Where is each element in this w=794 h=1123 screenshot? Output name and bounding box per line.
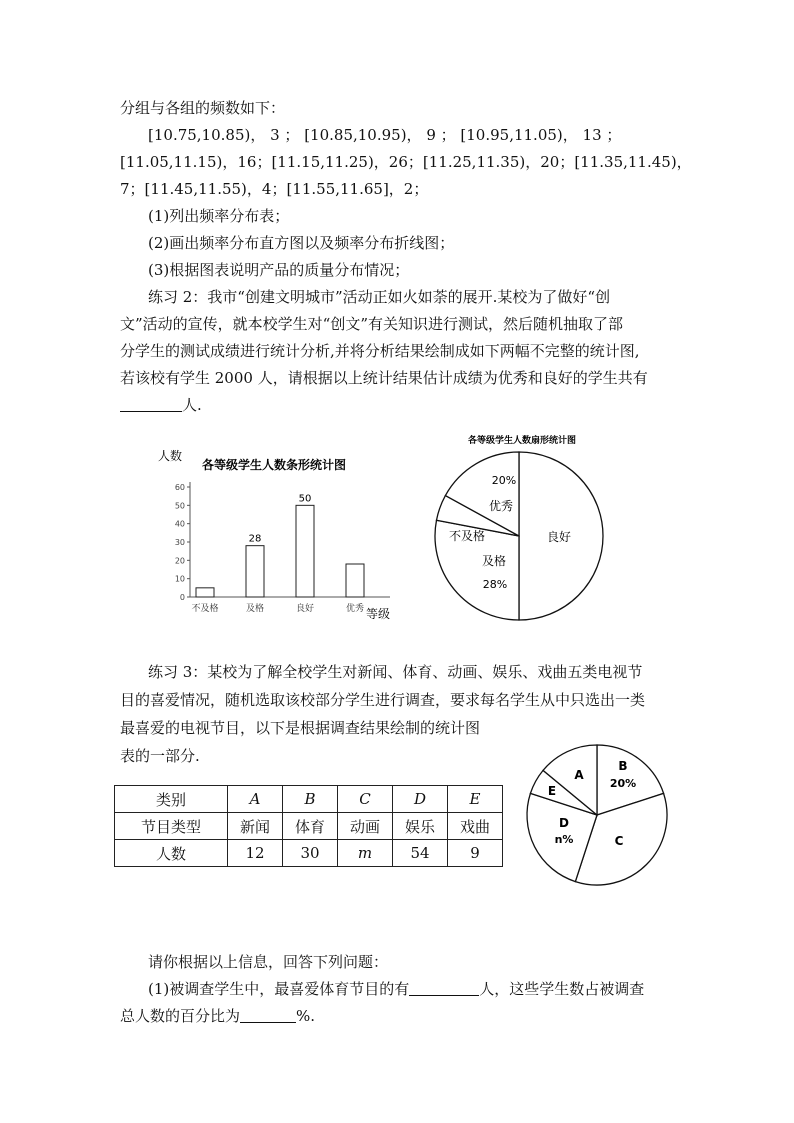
pie-chart-programs — [522, 740, 672, 890]
text-line: 人，这些学生数占被调查 — [479, 980, 645, 998]
table-cell: 体育 — [283, 813, 338, 840]
table-cell: 9 — [448, 840, 503, 867]
bar-chart-xlabel: 等级 — [366, 607, 391, 621]
text-line: (3)根据图表说明产品的质量分布情况； — [148, 261, 410, 279]
data-label: 50 — [298, 493, 312, 505]
table-row — [115, 786, 503, 813]
table-cell: 节目类型 — [115, 813, 228, 840]
pie-slice-label: 不及格 — [448, 529, 486, 543]
table-cell: 人数 — [115, 840, 228, 867]
text-line: 分组与各组的频数如下： — [120, 99, 286, 117]
x-tick-label: 优秀 — [345, 604, 365, 614]
answer-blank[interactable] — [240, 1008, 296, 1023]
table-cell: 12 — [228, 840, 283, 867]
pie-chart-title: 各等级学生人数扇形统计图 — [468, 436, 577, 446]
x-tick-label: 不及格 — [191, 604, 219, 614]
text-line: (1)被调查学生中，最喜爱体育节目的有 — [148, 980, 410, 998]
x-tick-label: 及格 — [245, 604, 265, 614]
bar — [296, 505, 314, 597]
y-tick-label: 10 — [174, 574, 185, 584]
table-row — [115, 840, 503, 867]
data-label: 28 — [248, 533, 262, 545]
table-cell: B — [283, 786, 338, 813]
pie-slice-percent: 20% — [491, 474, 517, 487]
text-line: 总人数的百分比为 — [120, 1007, 241, 1025]
y-tick-label: 0 — [179, 593, 185, 602]
text-line: 最喜爱的电视节目，以下是根据调查结果绘制的统计图 — [120, 719, 481, 737]
table-cell: E — [448, 786, 503, 813]
text-line: [10.75,10.85)， 3 ； [10.85,10.95)， 9 ； [10.95,11.05)， 13 ； — [148, 126, 622, 144]
survey-table — [114, 785, 503, 867]
text-line: 请你根据以上信息，回答下列问题： — [148, 953, 389, 971]
text-line: 分学生的测试成绩进行统计分析,并将分析结果绘制成如下两幅不完整的统计图, — [120, 342, 640, 360]
table-cell: 娱乐 — [393, 813, 448, 840]
table-cell: A — [228, 786, 283, 813]
bar-chart-ylabel: 人数 — [158, 449, 183, 463]
table-cell: 30 — [283, 840, 338, 867]
bar-chart-title: 各等级学生人数条形统计图 — [202, 458, 347, 472]
text-line: 若该校有学生 2000 人，请根据以上统计结果估计成绩为优秀和良好的学生共有 — [120, 369, 648, 387]
table-row — [115, 813, 503, 840]
table-cell: 新闻 — [228, 813, 283, 840]
text-line: 文”活动的宣传，就本校学生对“创文”有关知识进行测试，然后随机抽取了部 — [120, 315, 624, 333]
x-tick-label: 良好 — [295, 604, 315, 614]
pie-slice-percent: 20% — [609, 777, 637, 790]
pie-slice-label: 及格 — [481, 554, 507, 568]
text-line: (1)列出频率分布表； — [148, 207, 290, 225]
y-tick-label: 40 — [174, 519, 185, 529]
text-line: 7；[11.45,11.55)，4；[11.55,11.65]，2； — [120, 180, 429, 198]
y-tick-label: 50 — [174, 501, 185, 511]
pie-slice-label: A — [574, 768, 584, 782]
question-line — [120, 1006, 315, 1026]
table-cell: C — [338, 786, 393, 813]
y-tick-label: 20 — [174, 556, 185, 566]
answer-blank[interactable] — [409, 981, 479, 996]
pie-slice-label: E — [547, 784, 557, 798]
pie-slice-label: B — [618, 759, 628, 773]
text-line: 人. — [182, 396, 202, 414]
y-tick-label: 60 — [174, 483, 185, 492]
text-line: (2)画出频率分布直方图以及频率分布折线图； — [148, 234, 455, 252]
text-line: %. — [296, 1007, 316, 1025]
pie-slice-label: 优秀 — [488, 499, 514, 513]
question-line — [148, 979, 644, 999]
y-tick-label: 30 — [174, 538, 185, 547]
table-cell: 戏曲 — [448, 813, 503, 840]
answer-line — [120, 395, 202, 415]
bar — [196, 588, 214, 597]
pie-slice-label: 良好 — [546, 530, 572, 544]
text-line: 练习 2：我市“创建文明城市”活动正如火如荼的展开.某校为了做好“创 — [148, 288, 611, 306]
pie-slice-label: D — [559, 816, 569, 830]
pie-slice-percent: n% — [554, 833, 574, 846]
bar — [246, 546, 264, 597]
text-line: 目的喜爱情况，随机选取该校部分学生进行调查，要求每名学生从中只选出一类 — [120, 691, 646, 709]
text-line: 表的一部分. — [120, 747, 200, 765]
pie-slice-percent: 28% — [482, 578, 508, 591]
pie-chart-grades — [420, 430, 620, 625]
text-line: [11.05,11.15)，16；[11.15,11.25)，26；[11.25,11.35)，20；[11.35,11.45)， — [120, 153, 692, 171]
table-cell: 动画 — [338, 813, 393, 840]
pie-slice-label: C — [614, 834, 624, 848]
bar-chart — [150, 440, 412, 625]
table-cell: 54 — [393, 840, 448, 867]
text-line: 练习 3：某校为了解全校学生对新闻、体育、动画、娱乐、戏曲五类电视节 — [148, 663, 643, 681]
table-cell: m — [338, 840, 393, 867]
table-cell: D — [393, 786, 448, 813]
table-cell: 类别 — [115, 786, 228, 813]
bar — [346, 564, 364, 597]
answer-blank[interactable] — [120, 397, 182, 412]
